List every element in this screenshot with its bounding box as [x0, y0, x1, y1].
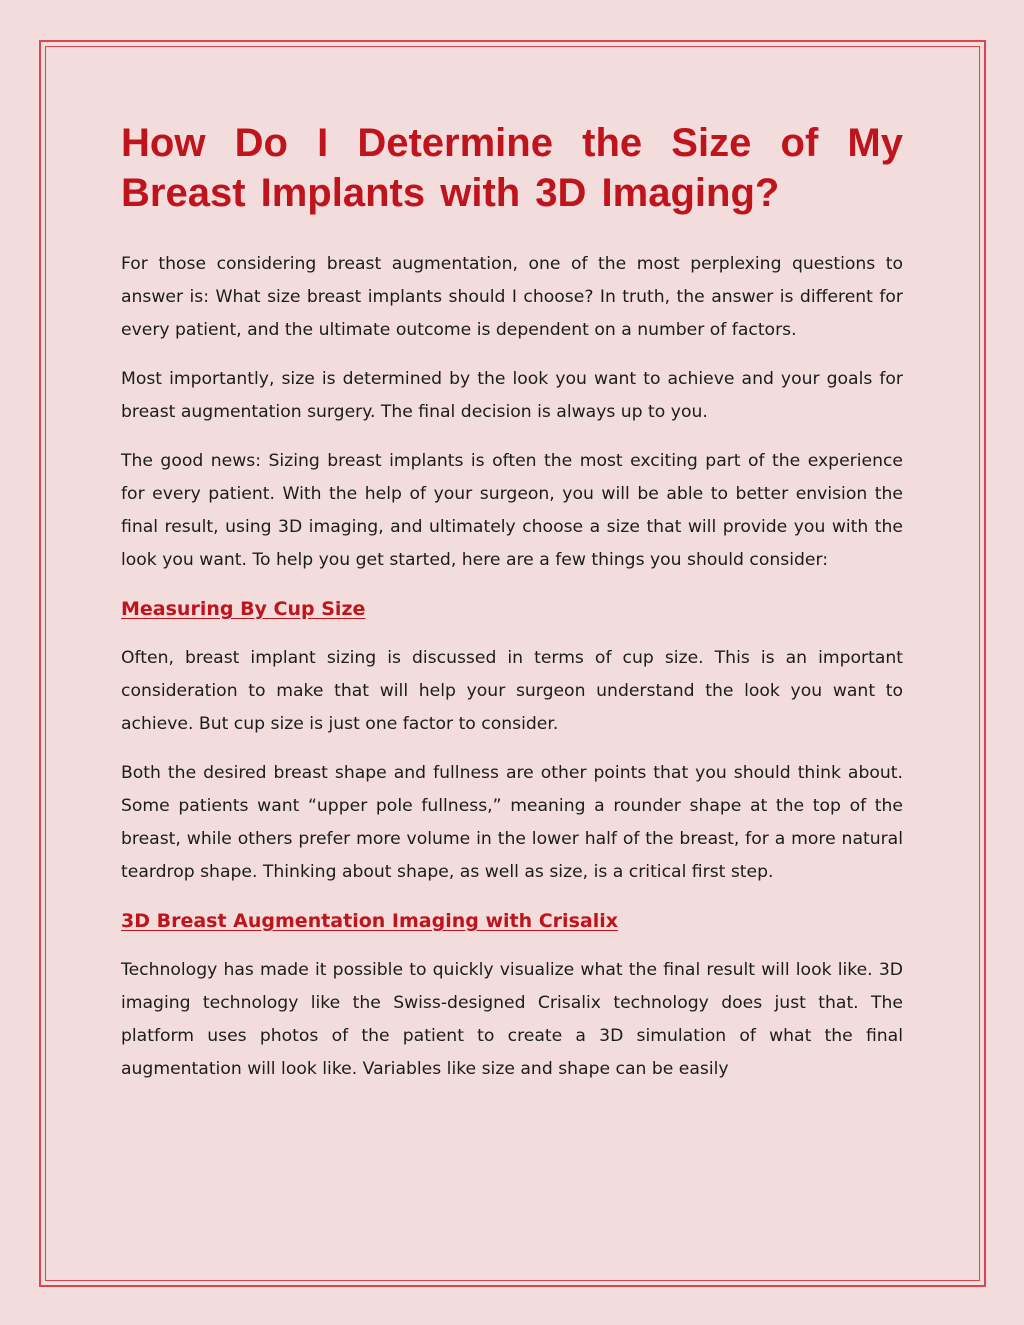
intro-paragraph-2: Most importantly, size is determined by the look you want to achieve and your goals for breast augmentation surgery. The final decision is always up to you. [121, 369, 903, 422]
page-title: How Do I Determine the Size of My Breast Implants with 3D Imaging? [121, 121, 903, 215]
intro-paragraph-3: The good news: Sizing breast implants is often the most exciting part of the experience for every patient. With the help of your surgeon, you will be able to better envision the final result, using 3D imaging, and ultimately choose a size that will provide you with the look you want. To help you get started, here are a few things you should consider: [121, 451, 903, 570]
intro-paragraph-1: For those considering breast augmentation, one of the most perplexing questions to answer is: What size breast implants should I choose? In truth, the answer is different for every patient, and the ultimate outcome is dependent on a number of factors. [121, 254, 903, 340]
section-heading-crisalix[interactable]: 3D Breast Augmentation Imaging with Crisalix [121, 910, 618, 932]
article [121, 118, 903, 1102]
section-heading-cup-size[interactable]: Measuring By Cup Size [121, 598, 366, 620]
cup-size-paragraph-2: Both the desired breast shape and fullness are other points that you should think about. Some patients want “upper pole fullness,” meaning a rounder shape at the top of the breast, while others prefer more volume in the lower half of the breast, for a more natural teardrop shape. Thinking about shape, as well as size, is a critical first step. [121, 763, 903, 882]
crisalix-paragraph-1: Technology has made it possible to quickly visualize what the final result will look like. 3D imaging technology like the Swiss-designed Crisalix technology does just that. The platform uses photos of the patient to create a 3D simulation of what the final augmentation will look like. Variables like size and shape can be easily [121, 960, 903, 1079]
cup-size-paragraph-1: Often, breast implant sizing is discussed in terms of cup size. This is an important consideration to make that will help your surgeon understand the look you want to achieve. But cup size is just one factor to consider. [121, 648, 903, 734]
